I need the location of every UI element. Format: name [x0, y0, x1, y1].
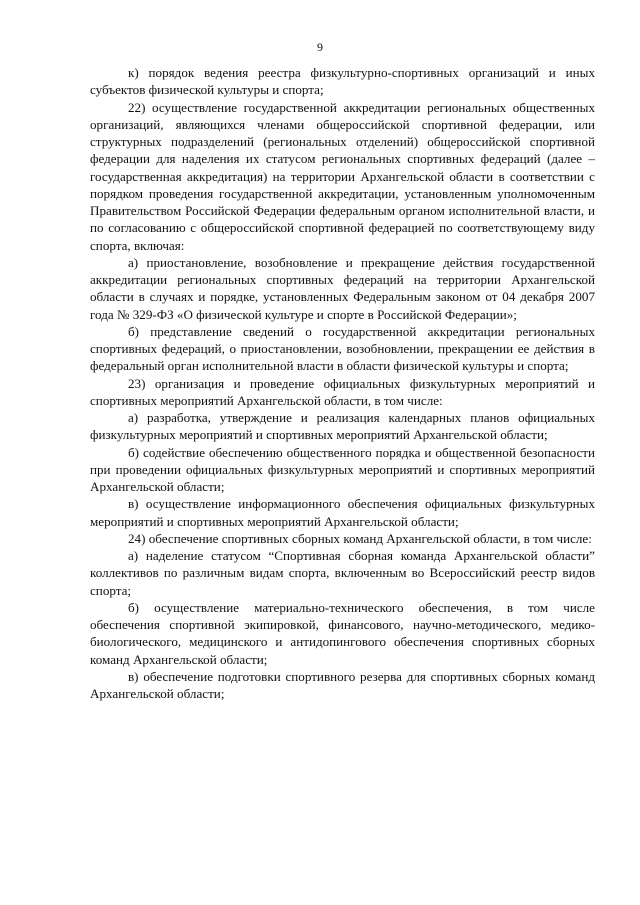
paragraph-22-accreditation: 22) осуществление государственной аккредитации региональных общественных организаций, являющихся членами общероссийской спортивной федерации, или структурных подразделений (региональных отделений) общероссийской спортивной федерации для наделения их статусом региональных спортивных федераций (далее – государственная аккредитация) на территории Архангельской области в соответствии с порядком проведения государственной аккредитации, установленным уполномоченным Правительством Российской Федерации федеральным органом исполнительной власти, и по согласованию с общероссийской спортивной федерацией по соответствующему виду спорта, включая: [90, 99, 595, 253]
paragraph-22b-information: б) представление сведений о государственной аккредитации региональных спортивных федераций, о приостановлении, возобновлении, прекращении ее действия в федеральный орган исполнительной власти в области физической культуры и спорта; [90, 323, 595, 374]
paragraph-k-registry: к) порядок ведения реестра физкультурно-спортивных организаций и иных субъектов физической культуры и спорта; [90, 65, 595, 98]
paragraph-23b-public-order: б) содействие обеспечению общественного порядка и общественной безопасности при проведении официальных физкультурных мероприятий и спортивных мероприятий Архангельской области; [90, 444, 595, 494]
paragraph-23v-information-support: в) осуществление информационного обеспечения официальных физкультурных мероприятий и спортивных мероприятий Архангельской области; [90, 496, 595, 529]
paragraph-22a-suspension: а) приостановление, возобновление и прекращение действия государственной аккредитации региональных спортивных федераций на территории Архангельской области в случаях и порядке, установленных Федеральным законом от 04 декабря 2007 года № 329-ФЗ «О физической культуре и спорте в Российской Федерации»; [90, 254, 595, 322]
page-number: 9 [317, 40, 323, 54]
paragraph-23-events: 23) организация и проведение официальных физкультурных мероприятий и спортивных мероприятий Архангельской области, в том числе: [90, 375, 595, 408]
paragraph-24-teams: 24) обеспечение спортивных сборных команд Архангельской области, в том числе: [128, 530, 592, 546]
document-body [90, 64, 595, 702]
paragraph-24a-team-status: а) наделение статусом “Спортивная сборная команда Архангельской области” коллективов по различным видам спорта, включенным во Всероссийский реестр видов спорта; [90, 548, 595, 598]
paragraph-24v-reserve: в) обеспечение подготовки спортивного резерва для спортивных сборных команд Архангельской области; [90, 668, 595, 701]
paragraph-24b-material-support: б) осуществление материально-технического обеспечения, в том числе обеспечения спортивной экипировкой, финансового, научно-методического, медико-биологического, медицинского и антидопингового обеспечения спортивных сборных команд Архангельской области; [90, 599, 595, 667]
paragraph-23a-calendar-plans: а) разработка, утверждение и реализация календарных планов официальных физкультурных мероприятий и спортивных мероприятий Архангельской области; [90, 410, 595, 443]
